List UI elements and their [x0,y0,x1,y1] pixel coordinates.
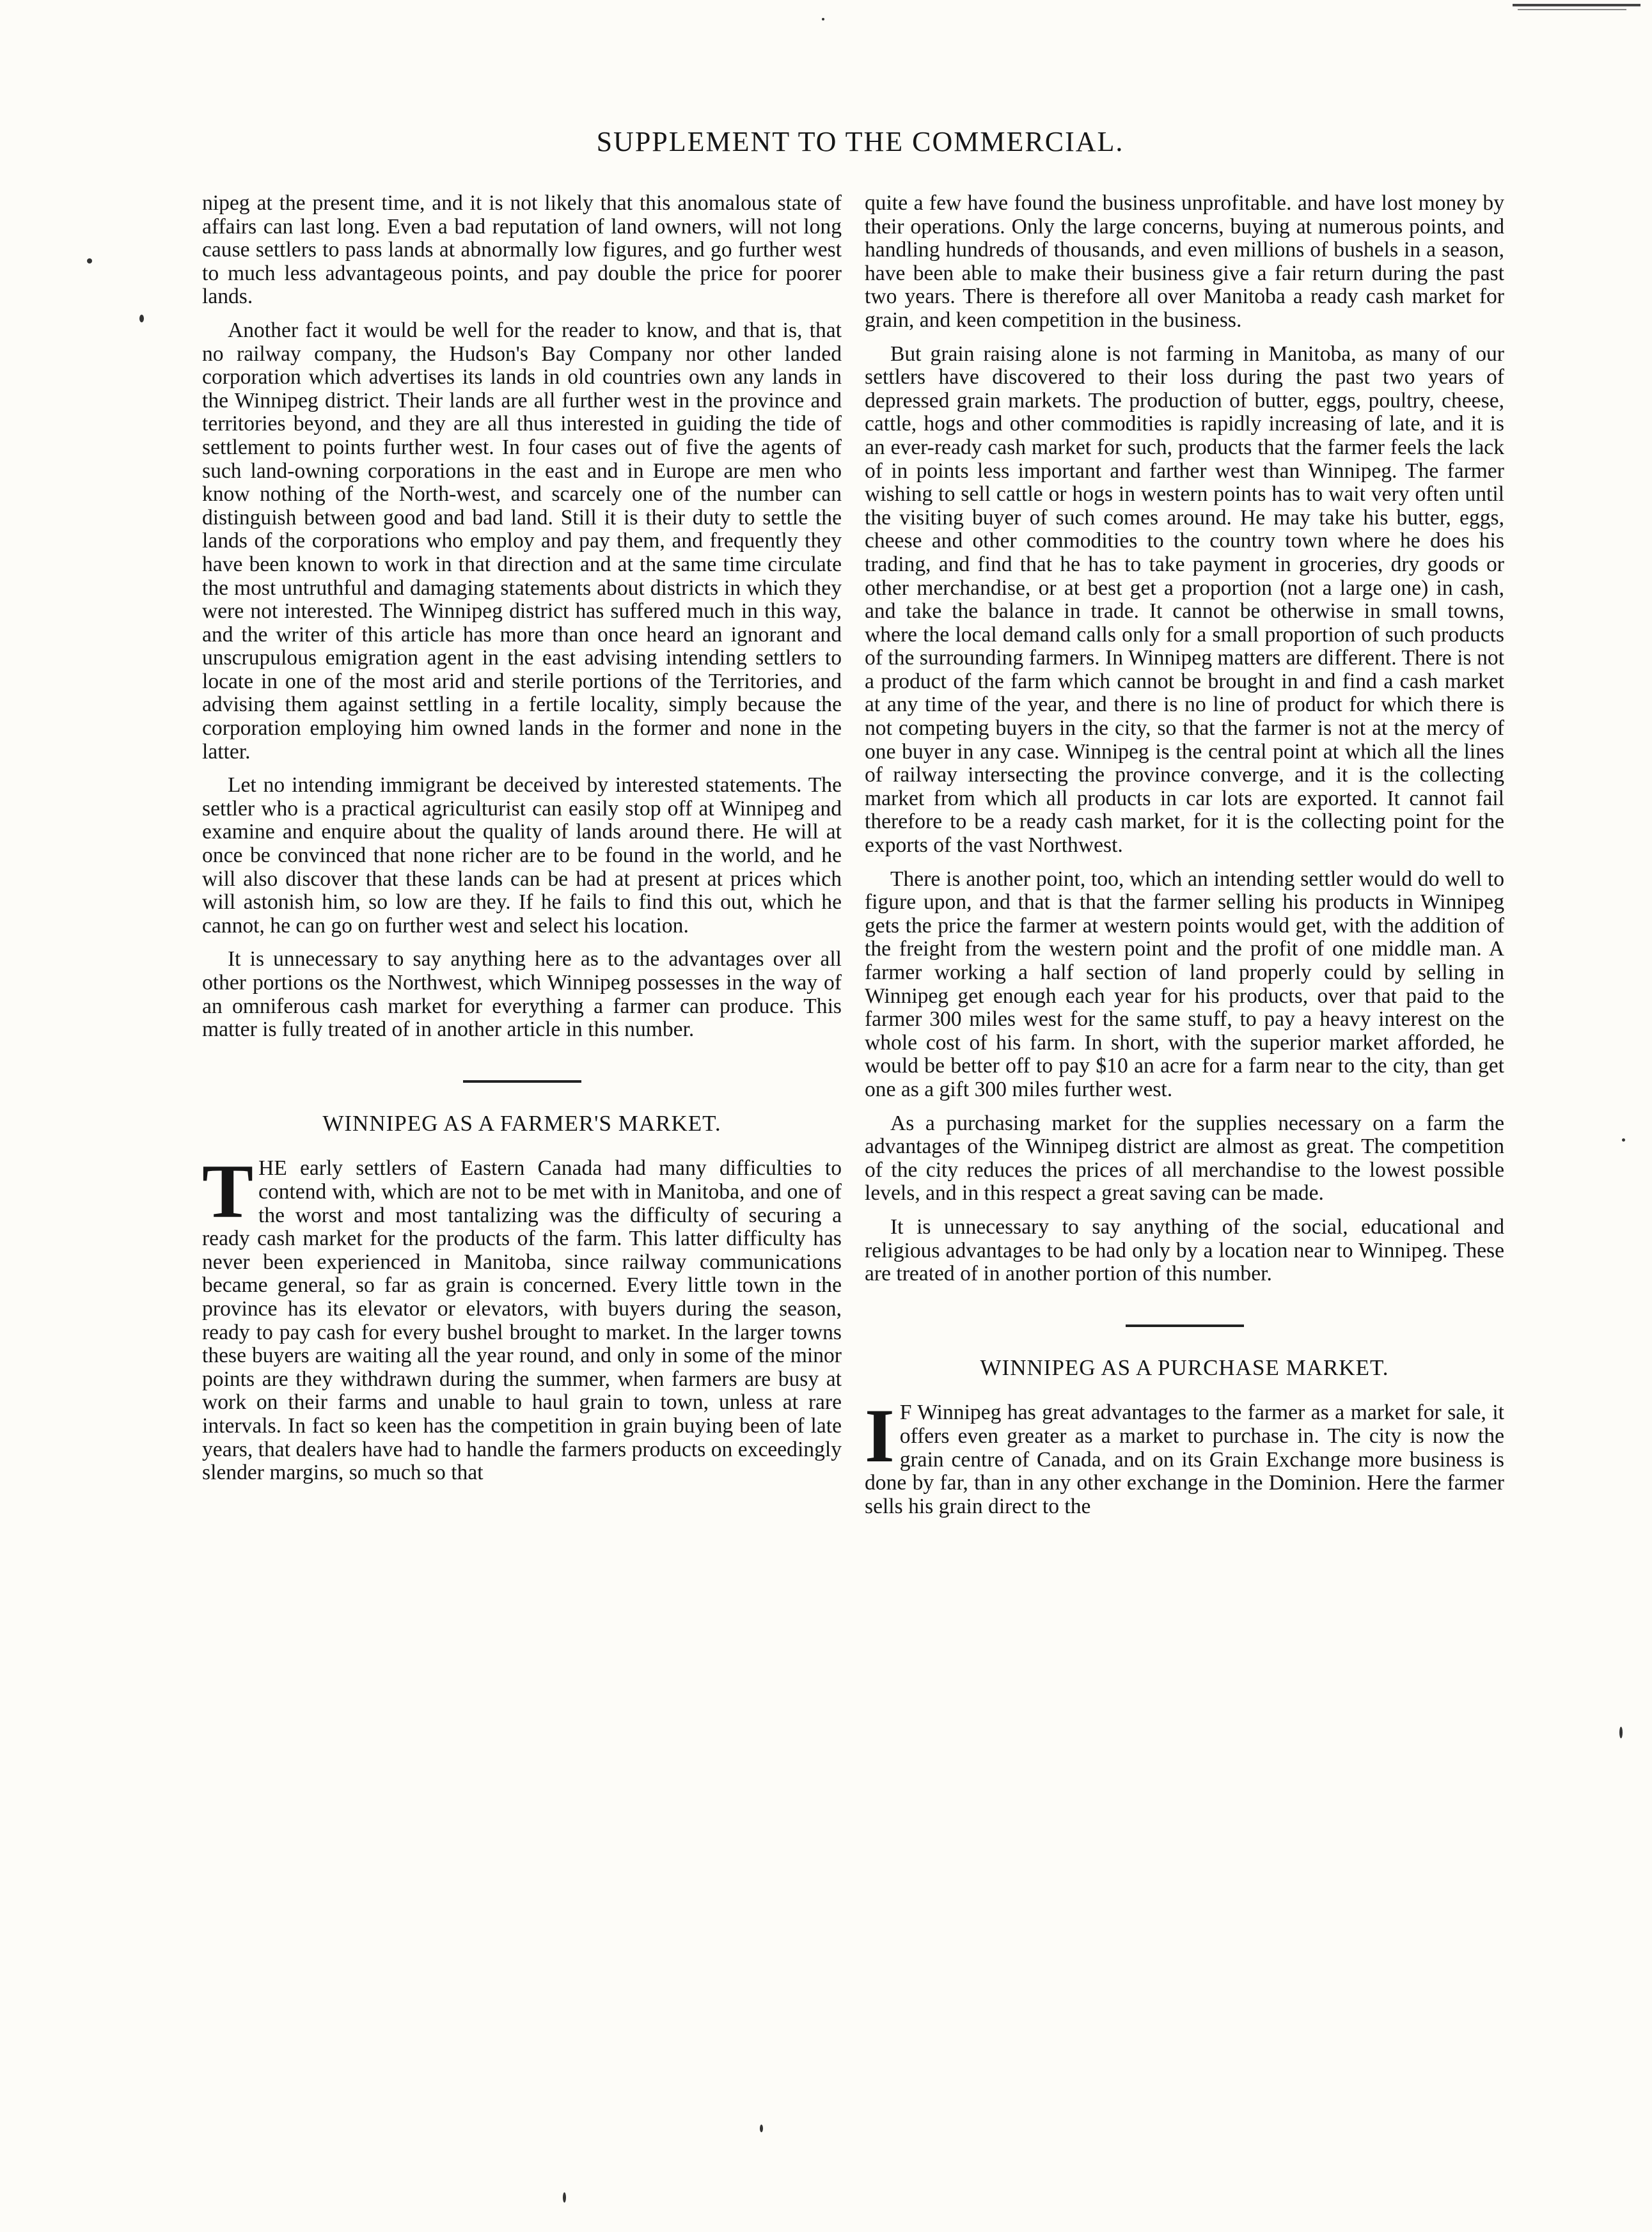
article-opening-paragraph [865,1393,1504,1518]
scan-speck [1622,1138,1625,1142]
section-divider [463,1080,581,1083]
running-title: SUPPLEMENT TO THE COMMERCIAL. [596,126,1124,157]
section-heading: WINNIPEG AS A FARMER'S MARKET. [322,1110,721,1136]
scan-speck [563,2192,566,2203]
scan-edge-mark [1518,9,1626,10]
article-opening-paragraph [202,1149,842,1485]
right-column [865,192,1504,1518]
paragraph-text: F Winnipeg has great advantages to the farmer as a market for sale, it offers even greater as a market to purchase in. The city is now the grain centre of Canada, and on its Grain Exchange more business is done by far, than in any other exchange in the Dominion. Here the farmer sells his grain direct to the [865,1401,1504,1518]
scan-speck [139,315,144,322]
paragraph: nipeg at the present time, and it is not likely that this anomalous state of affairs can last long. Even a bad reputation of land owners, will not long cause settlers to pass lands at abnormally low figures, and go further west to much less advantageous points, and pay double the price for poorer lands. [202,191,842,309]
paragraph: Another fact it would be well for the reader to know, and that is, that no railway company, the Hudson's Bay Company nor other landed corporation which advertises its lands in old countries own any lands in the Winnipeg district. Their lands are all further west in the province and territories beyond, and they are all thus interested in guiding the tide of settlement to points further west. In four cases out of five the agents of such land-owning corporations in the east and in Europe are men who know nothing of the North-west, and scarcely one of the number can distinguish between good and bad land. Still it is their duty to settle the lands of the corporations who employ and pay them, and frequently they have been known to work in that direction and at the same time circulate the most untruthful and damaging statements about districts in which they were not interested. The Winnipeg district has suffered much in this way, and the writer of this article has more than once heard an ignorant and unscrupulous emigration agent in the east advising intending settlers to locate in one of the most arid and sterile portions of the Territories, and advising them against settling in a fertile locality, simply because the corporation employing him owned lands in the former and none in the latter. [202,318,842,764]
paragraph: It is unnecessary to say anything here as to the advantages over all other portions os the Northwest, which Winnipeg possesses in the way of an omniferous cash market for everything a farmer can produce. This matter is fully treated of in another article in this number. [202,947,842,1042]
scan-speck [1619,1727,1623,1738]
section-divider [1126,1324,1244,1327]
scan-speck [822,18,824,20]
paragraph: quite a few have found the business unprofitable. and have lost money by their operations. Only the large concerns, buying at numerous points, and handling hundreds of thousands, and even millions of bushels in a season, have been able to make their business give a fair return during the past two years. There is therefore all over Manitoba a ready cash market for grain, and keen competition in the business. [865,191,1504,332]
scan-speck [87,258,92,263]
paragraph: Let no intending immigrant be deceived by interested statements. The settler who is a practical agriculturist can easily stop off at Winnipeg and examine and enquire about the quality of lands around there. He will at once be convinced that none richer are to be found in the world, and he will also discover that these lands can be had at present at prices which will astonish him, so low are they. If he fails to find this out, which he cannot, he can go on further west and select his location. [202,773,842,938]
paragraph: But grain raising alone is not farming in Manitoba, as many of our settlers have discovered to their loss during the past two years of depressed grain markets. The production of butter, eggs, poultry, cheese, cattle, hogs and other commodities is rapidly increasing of late, and it is an ever-ready cash market for such, products that the farmer feels the lack of in points less important and farther west than Winnipeg. The farmer wishing to sell cattle or hogs in western points has to wait very often until the visiting buyer of such comes around. He may take his butter, eggs, cheese and other commodities to the country town where he does his trading, and find that he has to take payment in groceries, dry goods or other merchandise, or at best get a proportion (not a large one) in cash, and take the balance in trade. It cannot be otherwise in small towns, where the local demand calls only for a small proportion of such products of the surrounding farmers. In Winnipeg matters are different. There is not a product of the farm which cannot be brought in and find a cash market at any time of the year, and there is no line of product for which there is not competing buyers in the city, so that the farmer is not at the mercy of one buyer in any case. Winnipeg is the central point at which all the lines of railway intersecting the province converge, and it is the collecting market from which all products in car lots are exported. It cannot fail therefore to be a ready cash market, for it is the collecting point for the exports of the vast Northwest. [865,342,1504,858]
drop-cap: I [865,1393,895,1479]
paragraph: It is unnecessary to say anything of the social, educational and religious advantages to be had only by a location near to Winnipeg. These are treated of in another portion of this number. [865,1214,1504,1286]
left-column [202,192,842,1485]
paragraph-text: HE early settlers of Eastern Canada had many difficulties to contend with, which are not to be met with in Manitoba, and one of the worst and most tantalizing was the difficulty of securing a ready cash market for the products of the farm. This latter difficulty has never been experienced in Manitoba, since railway communications became general, so far as grain is concerned. Every little town in the province has its elevator or elevators, with buyers during the season, ready to pay cash for every bushel brought to market. In the larger towns these buyers are waiting all the year round, and only in some of the minor points are they withdrawn during the summer, when farmers are busy at work on their farms and unable to haul grain to town, unless at rare intervals. In fact so keen has the competition in grain buying been of late years, that dealers have had to handle the farmers products on exceedingly slender margins, so much so that [202,1156,842,1485]
section-heading: WINNIPEG AS A PURCHASE MARKET. [980,1355,1389,1380]
paragraph: As a purchasing market for the supplies necessary on a farm the advantages of the Winnipeg district are almost as great. The competition of the city reduces the prices of all merchandise to the lowest possible levels, and in this respect a great saving can be made. [865,1111,1504,1206]
paragraph: There is another point, too, which an intending settler would do well to figure upon, and that is that the farmer selling his products in Winnipeg gets the price the farmer at western points would get, with the addition of the freight from the western point and the profit of one middle man. A farmer working a half section of land properly could by selling in Winnipeg get enough each year for his products, over that paid to the farmer 300 miles west for the same stuff, to pay a heavy interest on the whole cost of his farm. In short, with the superior market afforded, he would be better off to pay $10 an acre for a farm near to the city, than get one as a gift 300 miles further west. [865,867,1504,1101]
scan-edge-mark [1513,4,1640,6]
scan-speck [760,2125,763,2132]
drop-cap: T [202,1149,254,1234]
